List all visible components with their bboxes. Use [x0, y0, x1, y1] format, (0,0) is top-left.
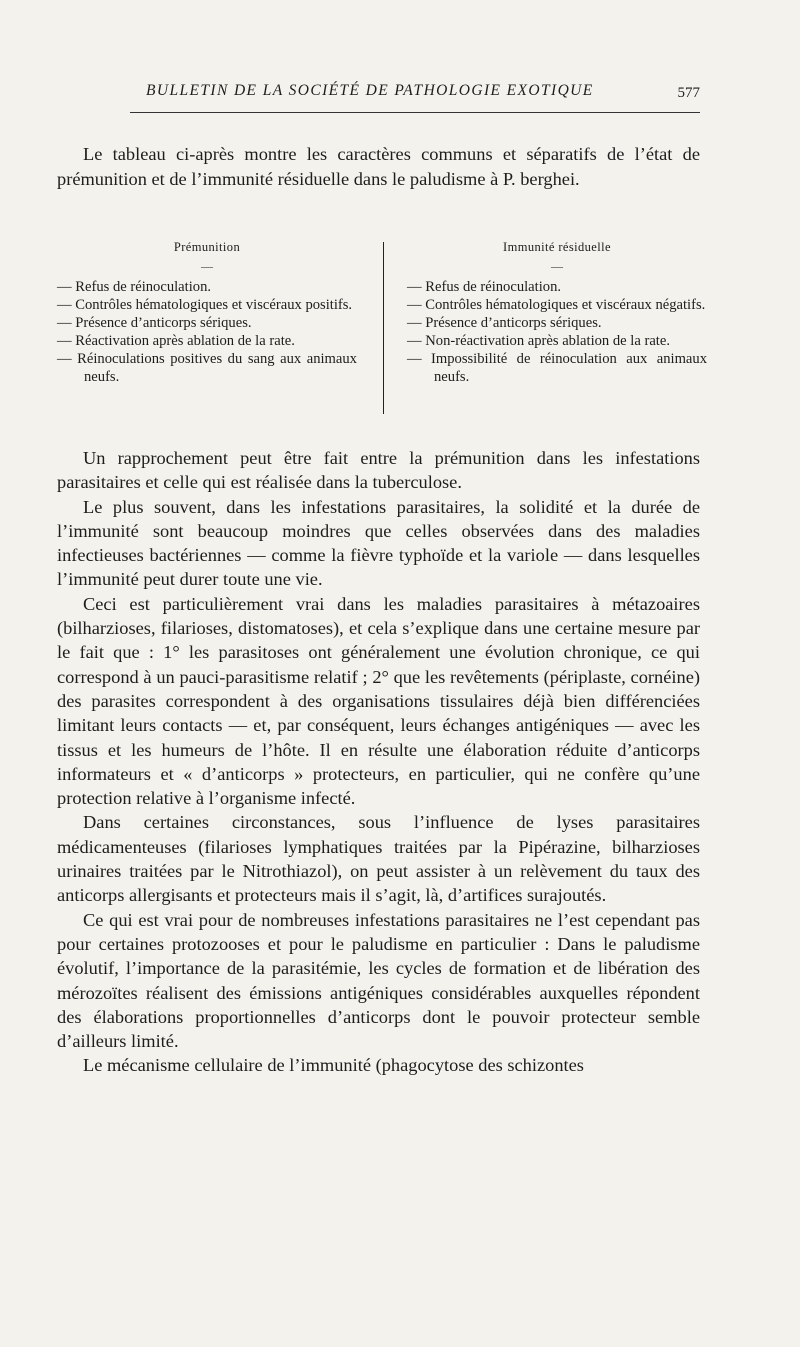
residual-immunity-list	[407, 278, 707, 386]
list-item: — Présence d’anticorps sériques.	[407, 314, 707, 332]
residual-immunity-heading-dash: —	[551, 259, 563, 273]
intro-paragraph: Le tableau ci-après montre les caractères communs et séparatifs de l’état de prémunition et de l’immunité résiduelle dans le paludisme à P. berghei.	[57, 144, 700, 189]
list-item: — Réinoculations positives du sang aux animaux neufs.	[57, 350, 357, 386]
list-item: — Refus de réinoculation.	[407, 278, 707, 296]
running-header	[130, 82, 700, 113]
paragraph: Un rapprochement peut être fait entre la prémunition dans les infestations parasitaires et celle qui est réalisée dans la tuberculose.	[57, 448, 700, 493]
paragraph: Dans certaines circonstances, sous l’influence de lyses parasitaires médicamenteuses (filarioses lymphatiques traitées par la Pipérazine, bilharzioses urinaires traitées par le Nitrothiazol), on peut assister à un relèvement du taux des anticorps allergisants et protecteurs mais il s’agit, là, d’artifices surajoutés.	[57, 812, 700, 906]
premunition-heading: Prémunition	[173, 240, 241, 254]
list-item: — Contrôles hématologiques et viscéraux négatifs.	[407, 296, 707, 314]
list-item: — Présence d’anticorps sériques.	[57, 314, 357, 332]
premunition-list	[57, 278, 357, 386]
paragraph: Ce qui est vrai pour de nombreuses infestations parasitaires ne l’est cependant pas pour certaines protozooses et pour le paludisme en particulier : Dans le paludisme évolutif, l’importance de la parasitémie, les cycles de formation et de libération des mérozoïtes réalisent des émissions antigéniques considérables auxquelles répondent des élaborations proportionnelles d’anticorps dont le pouvoir protecteur semble d’ailleurs limité.	[57, 909, 700, 1052]
residual-immunity-column	[407, 238, 707, 386]
list-item: — Impossibilité de réinoculation aux animaux neufs.	[407, 350, 707, 386]
body-text	[57, 446, 700, 1078]
list-item: — Refus de réinoculation.	[57, 278, 357, 296]
residual-immunity-heading: Immunité résiduelle	[503, 240, 611, 254]
paragraph: Ceci est particulièrement vrai dans les maladies parasitaires à métazoaires (bilharzioses, filarioses, distomatoses), et cela s’explique dans une certaine mesure par le fait que : 1° les parasitoses ont généralement une évolution chronique, ce qui correspond à un pauci-parasitisme relatif ; 2° que les revêtements (périplaste, cornéine) des parasites correspondent à des organisations tissulaires déjà bien différenciées limitant leurs contacts — et, par conséquent, leurs échanges antigéniques — avec les tissus et les humeurs de l’hôte. Il en résulte une élaboration réduite d’anticorps informateurs et « d’anticorps » protecteurs, en particulier, qui ne confère qu’une protection relative à l’organisme infecté.	[57, 593, 700, 809]
paragraph: Le mécanisme cellulaire de l’immunité (phagocytose des schizontes	[83, 1055, 584, 1076]
premunition-heading-dash: —	[201, 259, 213, 273]
paragraph: Le plus souvent, dans les infestations parasitaires, la solidité et la durée de l’immunité sont beaucoup moindres que celles observées dans des maladies infectieuses bactériennes — comme la fièvre typhoïde et la variole — dans lesquelles l’immunité peut durer toute une vie.	[57, 496, 700, 590]
list-item: — Non-réactivation après ablation de la rate.	[407, 332, 707, 350]
premunition-column	[57, 238, 357, 386]
column-divider	[383, 242, 384, 414]
list-item: — Réactivation après ablation de la rate.	[57, 332, 357, 350]
running-title: BULLETIN DE LA SOCIÉTÉ DE PATHOLOGIE EXOTIQUE	[146, 82, 594, 99]
list-item: — Contrôles hématologiques et viscéraux positifs.	[57, 296, 357, 314]
page-number: 577	[677, 85, 700, 101]
comparison-table	[57, 238, 707, 416]
